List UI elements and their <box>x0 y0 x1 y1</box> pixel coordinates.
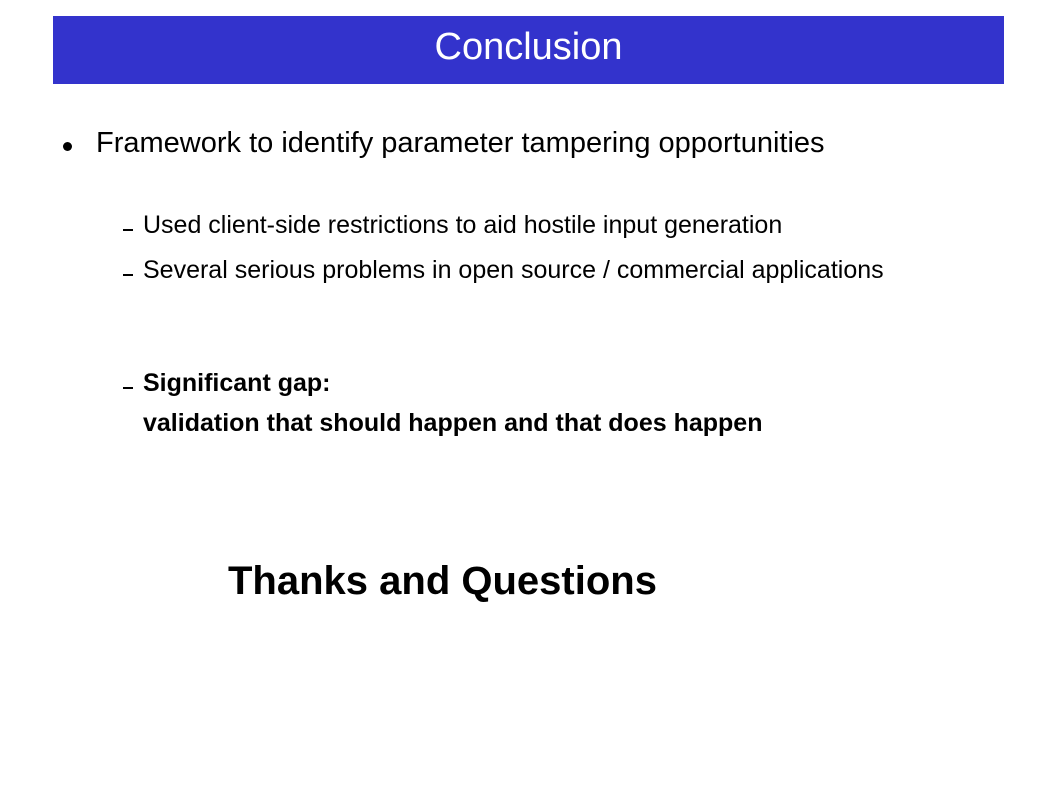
dash-bullet-icon <box>123 274 133 276</box>
dash-bullet-icon <box>123 387 133 389</box>
sub-bullet-text: validation that should happen and that does happen <box>143 409 763 437</box>
sub-bullet-item <box>123 211 993 239</box>
slide-title: Conclusion <box>434 26 623 68</box>
sub-bullet-item <box>123 256 993 284</box>
slide-title-bar <box>53 16 1004 84</box>
dash-bullet-icon <box>123 229 133 231</box>
main-bullet-text: Framework to identify parameter tampering opportunities <box>96 127 825 159</box>
round-bullet-icon <box>63 142 72 151</box>
main-bullet-item <box>63 128 963 158</box>
sub-bullet-text: Several serious problems in open source / commercial applications <box>143 256 884 284</box>
sub-bullet-text: Significant gap: <box>143 369 331 397</box>
closing-text: Thanks and Questions <box>228 559 657 603</box>
sub-bullet-text: Used client-side restrictions to aid hostile input generation <box>143 211 783 239</box>
sub-bullet-continuation <box>123 409 993 437</box>
sub-bullet-item <box>123 369 993 397</box>
